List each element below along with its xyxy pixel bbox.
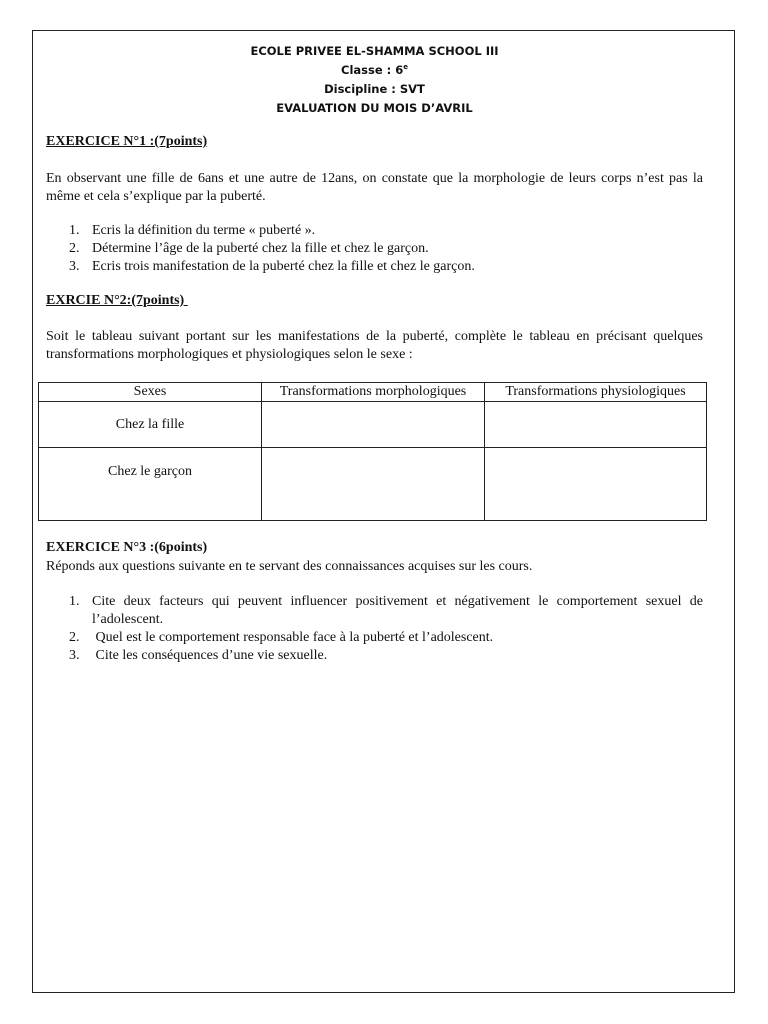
header-physiological: Transformations physiologiques	[485, 383, 707, 402]
table-cell-empty	[485, 448, 707, 521]
list-item: 2. Quel est le comportement responsable face à la puberté et l’adolescent.	[69, 630, 494, 645]
header-sexes: Sexes	[39, 383, 262, 402]
school-name: ECOLE PRIVEE EL-SHAMMA SCHOOL III	[250, 44, 499, 58]
list-item: 2. Détermine l’âge de la puberté chez la fille et chez le garçon.	[69, 241, 429, 256]
list-item: 3. Cite les conséquences d’une vie sexuelle.	[69, 648, 328, 663]
list-item: 1. Ecris la définition du terme « puberté ».	[69, 223, 316, 238]
puberty-table	[38, 382, 707, 521]
list-item: 3. Ecris trois manifestation de la puberté chez la fille et chez le garçon.	[69, 259, 475, 274]
table-header-row	[39, 383, 707, 402]
discipline-line: Discipline : SVT	[324, 82, 425, 96]
exercise-2-intro: Soit le tableau suivant portant sur les manifestations de la puberté, complète le tableau en précisant quelques transformations morphologiques et physiologiques selon le sexe :	[46, 329, 703, 362]
exercise-3-intro: Réponds aux questions suivante en te servant des connaissances acquises sur les cours.	[46, 559, 533, 574]
document-header	[46, 42, 703, 118]
class-superscript: e	[403, 63, 408, 72]
exercise-2-title: EXRCIE N°2:(7points)	[46, 293, 188, 308]
exercise-3-title: EXERCICE N°3 :(6points)	[46, 540, 208, 555]
table-cell-empty	[262, 402, 485, 448]
table-row	[39, 402, 707, 448]
exercise-3-questions	[46, 593, 703, 665]
evaluation-title: EVALUATION DU MOIS D’AVRIL	[276, 101, 473, 115]
list-item: 1. Cite deux facteurs qui peuvent influencer positivement et négativement le comportement sexuel de l’adolescent.	[69, 594, 703, 627]
row-label-girl: Chez la fille	[39, 402, 262, 448]
table-cell-empty	[262, 448, 485, 521]
row-label-boy: Chez le garçon	[39, 448, 262, 521]
exercise-1-intro: En observant une fille de 6ans et une autre de 12ans, on constate que la morphologie de leurs corps n’est pas la même et cela s’explique par la puberté.	[46, 171, 703, 204]
exercise-1-title: EXERCICE N°1 :(7points)	[46, 134, 208, 149]
table-row	[39, 448, 707, 521]
class-text: Classe : 6	[341, 63, 404, 77]
class-line	[46, 61, 703, 80]
exercise-1-questions	[46, 222, 703, 276]
table-cell-empty	[485, 402, 707, 448]
header-morphological: Transformations morphologiques	[262, 383, 485, 402]
